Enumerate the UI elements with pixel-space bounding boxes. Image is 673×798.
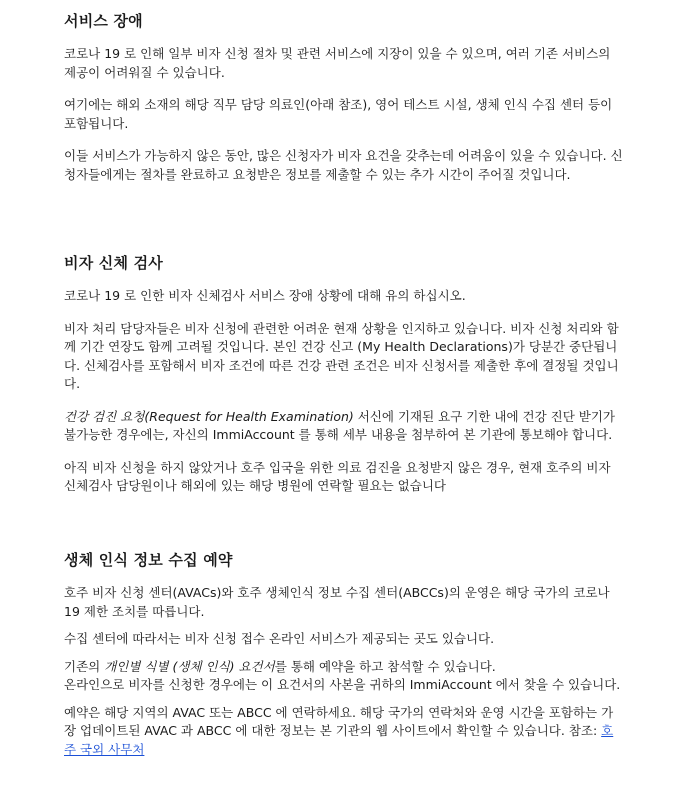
health-paragraph-1: 코로나 19 로 인한 비자 신체검사 서비스 장애 상황에 대해 유의 하십시오. [64, 288, 466, 303]
health-paragraph-3 [64, 408, 624, 445]
visa-health-section [64, 252, 624, 510]
service-paragraph-2: 여기에는 해외 소재의 해당 직무 담당 의료인(아래 참조), 영어 테스트 시설, 생체 인식 수집 센터 등이 포함됩니다. [64, 97, 613, 131]
identity-requirements-title: 개인별 식별 (생체 인식) 요건서 [104, 658, 275, 674]
biometrics-heading: 생체 인식 정보 수집 예약 [64, 551, 233, 569]
health-paragraph-4: 아직 비자 신청을 하지 않았거나 호주 입국을 위한 의료 검진을 요청받지 않은 경우, 현재 호주의 비자 신체검사 담당원이나 해외에 있는 해당 병원에 연락할 필요는 없습니다 [64, 459, 611, 493]
overseas-offices-link[interactable]: 호주 국외 사무처 [64, 723, 614, 757]
biometrics-paragraph-4 [64, 704, 624, 760]
service-disruption-section [64, 10, 624, 198]
biometrics-paragraph-1: 호주 비자 신청 센터(AVACs)와 호주 생체인식 정보 수집 센터(ABCCs)의 운영은 해당 국가의 코로나 19 제한 조치를 따릅니다. [64, 585, 610, 619]
biometrics-paragraph-3-text: 를 통해 예약을 하고 참석할 수 있습니다. [274, 658, 496, 674]
biometrics-paragraph-3-pre: 기존의 [64, 658, 105, 674]
biometrics-paragraph-3-line2: 온라인으로 비자를 신청한 경우에는 이 요건서의 사본을 귀하의 ImmiAccount 에서 찾을 수 있습니다. [64, 677, 621, 692]
biometrics-section [64, 549, 624, 768]
health-paragraph-2: 비자 처리 담당자들은 비자 신청에 관련한 어려운 현재 상황을 인지하고 있습니다. 비자 신청 처리와 함께 기간 연장도 함께 고려될 것입니다. 본인 건강 신고 (My Health Declarations)가 당분간 중단됩니다. 신체검사를 포함해서 비자 조건에 따른 건강 관련 조건은 비자 신청서를 제출한 후에 결정될 것입니다. [64, 320, 619, 391]
visa-health-heading: 비자 신체 검사 [64, 254, 163, 272]
biometrics-paragraph-4-text: 예약은 해당 지역의 AVAC 또는 ABCC 에 연락하세요. 해당 국가의 연락처와 운영 시간을 포함하는 가장 업데이트된 AVAC 과 ABCC 에 대한 정보는 본 기관의 웹 사이트에서 확인할 수 있습니다. 참조: [64, 704, 614, 738]
service-paragraph-3: 이들 서비스가 가능하지 않은 동안, 많은 신청자가 비자 요건을 갖추는데 어려움이 있을 수 있습니다. 신청자들에게는 절차를 완료하고 요청받은 정보를 제출할 수 있는 추가 시간이 주어질 것입니다. [64, 148, 623, 182]
service-disruption-heading: 서비스 장애 [64, 12, 143, 30]
health-paragraph-3-text: 서신에 기재된 요구 기한 내에 건강 진단 받기가 불가능한 경우에는, 자신의 ImmiAccount 를 통해 세부 내용을 첨부하여 본 기관에 통보해야 합니다. [64, 408, 615, 442]
health-exam-request-title: 건강 검진 요청(Request for Health Examination) [64, 408, 354, 424]
biometrics-paragraph-3 [64, 658, 624, 695]
service-paragraph-1: 코로나 19 로 인해 일부 비자 신청 절차 및 관련 서비스에 지장이 있을 수 있으며, 여러 기존 서비스의 제공이 어려워질 수 있습니다. [64, 46, 611, 80]
biometrics-paragraph-2: 수집 센터에 따라서는 비자 신청 접수 온라인 서비스가 제공되는 곳도 있습니다. [64, 631, 495, 646]
